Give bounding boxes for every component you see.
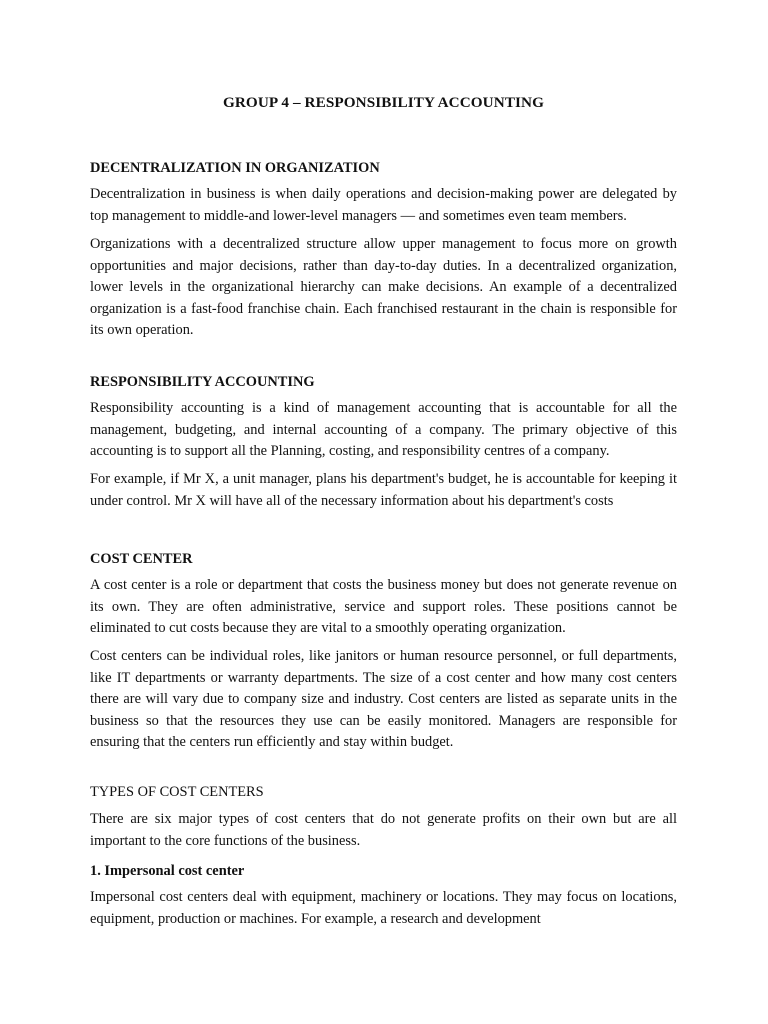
paragraph-decentralization-1: Decentralization in business is when daily operations and decision-making power are delegated by top management to middle-and lower-level managers — and sometimes even team members. xyxy=(90,186,677,224)
paragraph-impersonal-cost-center: Impersonal cost centers deal with equipment, machinery or locations. They may focus on locations, equipment, production or machines. For example, a research and development xyxy=(90,889,677,927)
paragraph-decentralization-2: Organizations with a decentralized structure allow upper management to focus more on growth opportunities and major decisions, rather than day-to-day duties. In a decentralized organization, lower levels in the organizational hierarchy can make decisions. An example of a decentralized organization is a fast-food franchise chain. Each franchised restaurant in the chain is responsible for its own operation. xyxy=(90,236,677,338)
paragraph-responsibility-2: For example, if Mr X, a unit manager, plans his department's budget, he is accountable for keeping it under control. Mr X will have all of the necessary information about his department's costs xyxy=(90,471,677,509)
paragraph-cost-center-1: A cost center is a role or department that costs the business money but does not generate revenue on its own. They are often administrative, service and support roles. These positions cannot be eliminated to cut costs because they are vital to a smoothly operating organization. xyxy=(90,577,677,636)
paragraph-responsibility-1: Responsibility accounting is a kind of management accounting that is accountable for all the management, budgeting, and internal accounting of a company. The primary objective of this accounting is to support all the Planning, costing, and responsibility centres of a company. xyxy=(90,400,677,459)
section-heading-types-of-cost-centers: TYPES OF COST CENTERS xyxy=(90,784,264,800)
paragraph-types-1: There are six major types of cost centers that do not generate profits on their own but are all important to the core functions of the business. xyxy=(90,811,677,849)
document-title: GROUP 4 – RESPONSIBILITY ACCOUNTING xyxy=(222,94,545,111)
section-heading-responsibility-accounting: RESPONSIBILITY ACCOUNTING xyxy=(90,374,315,390)
section-heading-cost-center: COST CENTER xyxy=(90,551,193,567)
section-heading-decentralization: DECENTRALIZATION IN ORGANIZATION xyxy=(90,160,380,176)
paragraph-cost-center-2: Cost centers can be individual roles, like janitors or human resource personnel, or full departments, like IT departments or warranty departments. The size of a cost center and how many cost centers there are will vary due to company size and industry. Cost centers are listed as separate units in the business so that the resources they use can be easily monitored. Managers are responsible for ensuring that the centers run efficiently and stay within budget. xyxy=(90,648,677,750)
subheading-impersonal-cost-center: 1. Impersonal cost center xyxy=(90,863,245,879)
